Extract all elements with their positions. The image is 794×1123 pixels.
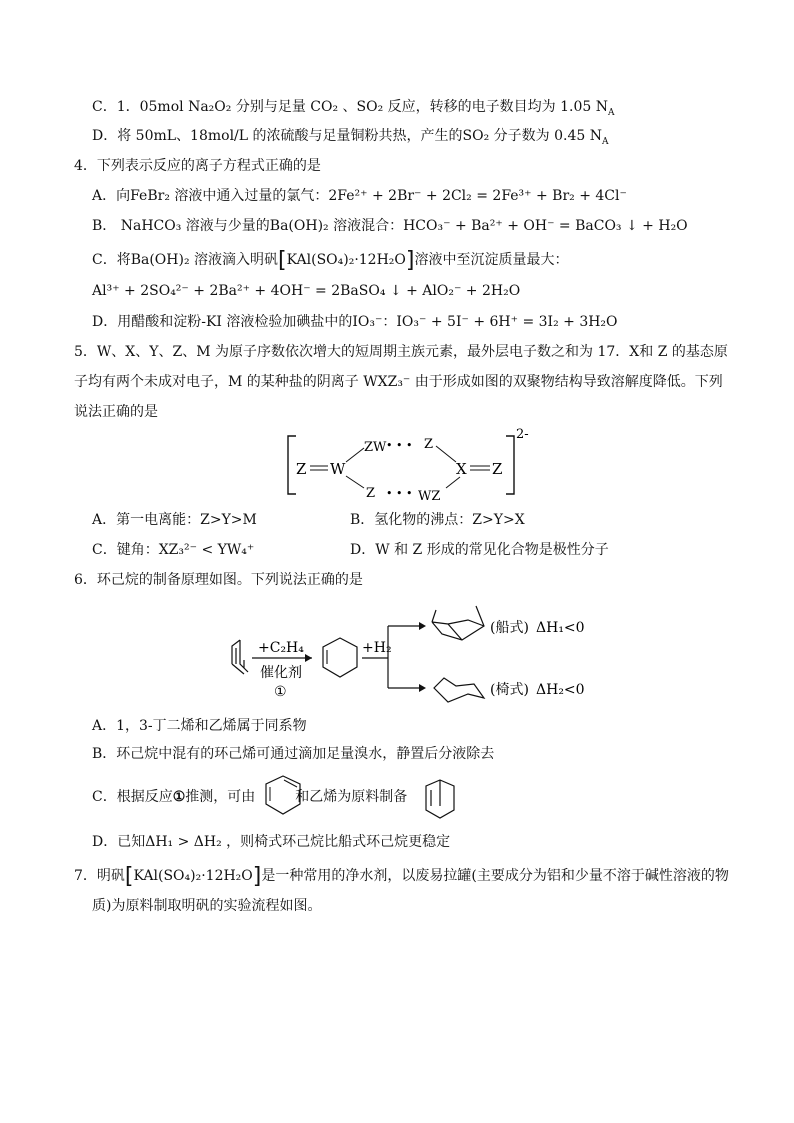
q3-option-d: D．将 50mL、18mol/L 的浓硫酸与足量铜粉共热，产生的SO₂ 分子数为 0.45 $N_A$ [92,128,609,147]
q4-option-c-equation: Al³⁺ + 2SO₄²⁻ + 2Ba²⁺ + 4OH⁻ = 2BaSO₄ ↓ + AlO₂⁻ + 2H₂O [92,283,521,299]
reagent-c2h4: +C₂H₄ [258,640,304,656]
q3-option-c: C．1．05mol Na₂O₂ 分别与足量 CO₂ 、SO₂ 反应，转移的电子数目均为 1.05 $N_A$ [92,99,615,118]
boat-dh: ΔH₁<0 [536,620,585,636]
atom-z-right: Z [492,460,503,478]
alum-formula: KAl(SO₄)₂·12H₂O [133,868,253,884]
q5-option-c: C．键角：XZ₃²⁻ < YW₄⁺ [92,542,255,558]
q5-stem-line3: 说法正确的是 [74,404,158,420]
boat-label: (船式) [490,620,529,636]
atom-z-bottom: Z [366,486,376,501]
atom-wz-bottom: WZ [418,489,441,504]
q6-option-c: C．根据反应①推测，可由 和乙烯为原料制备 [92,789,408,805]
atom-z-left: Z [296,460,307,478]
q4-option-d: D．用醋酸和淀粉-KI 溶液检验加碘盐中的IO₃⁻：IO₃⁻ + 5I⁻ + 6H⁺ = 3I₂ + 3H₂O [92,314,618,330]
q6-stem: 6．环己烷的制备原理如图。下列说法正确的是 [74,572,363,588]
charge-label: 2- [516,427,529,442]
q6-option-b: B．环己烷中混有的环己烯可通过滴加足量溴水，静置后分液除去 [92,746,495,762]
q5-stem-line2: 子均有两个未成对电子，M 的某种盐的阴离子 WXZ₃⁻ 由于形成如图的双聚物结构导致溶解度降低。下列 [74,374,723,390]
q7-stem-line2: 质)为原料制取明矾的实验流程如图。 [92,898,322,914]
q6-option-d: D．已知ΔH₁ > ΔH₂ ，则椅式环己烷比船式环己烷更稳定 [92,834,451,850]
dots-top: • • • [386,439,413,452]
cyclohexadiene-icon [266,776,300,814]
q5-option-d: D．W 和 Z 形成的常见化合物是极性分子 [350,542,609,558]
q5-stem-line1: 5．W、X、Y、Z、M 为原子序数依次增大的短周期主族元素，最外层电子数之和为 17．X和 Z 的基态原 [74,344,728,360]
q4-option-c: C．将Ba(OH)₂ 溶液滴入明矾[KAl(SO₄)₂·12H₂O]溶液中至沉淀质量最大： [92,248,569,273]
q4-option-b: B． NaHCO₃ 溶液与少量的Ba(OH)₂ 溶液混合：HCO₃⁻ + Ba²⁺ + OH⁻ = BaCO₃ ↓ + H₂O [92,218,688,234]
atom-x: X [456,460,467,478]
atom-w: W [330,460,346,478]
chair-dh: ΔH₂<0 [536,682,585,698]
q5-option-a: A．第一电离能：Z>Y>M [92,512,257,528]
bicyclooctene-icon [426,780,454,818]
reagent-h2: +H₂ [362,640,392,656]
dots-bottom: • • • [386,487,413,500]
q4-stem: 4．下列表示反应的离子方程式正确的是 [74,158,321,174]
chair-label: (椅式) [490,682,529,698]
q4-option-a: A．向FeBr₂ 溶液中通入过量的氯气：2Fe²⁺ + 2Br⁻ + 2Cl₂ = 2Fe³⁺ + Br₂ + 4Cl⁻ [92,188,627,204]
circled-one: ① [172,789,186,805]
atom-z-top: Z [424,437,434,452]
atom-zw-top: ZW [364,440,387,455]
alum-formula: KAl(SO₄)₂·12H₂O [286,252,406,268]
catalyst-label: 催化剂 [260,665,302,681]
q7-stem-line1: 7．明矾[KAl(SO₄)₂·12H₂O]是一种常用的净水剂，以废易拉罐(主要成分为铝和少量不溶于碱性溶液的物 [74,864,729,889]
step-1-label: ① [274,684,287,700]
q5-option-b: B．氢化物的沸点：Z>Y>X [350,512,525,528]
q6-option-a: A．1，3-丁二烯和乙烯属于同系物 [92,718,307,734]
